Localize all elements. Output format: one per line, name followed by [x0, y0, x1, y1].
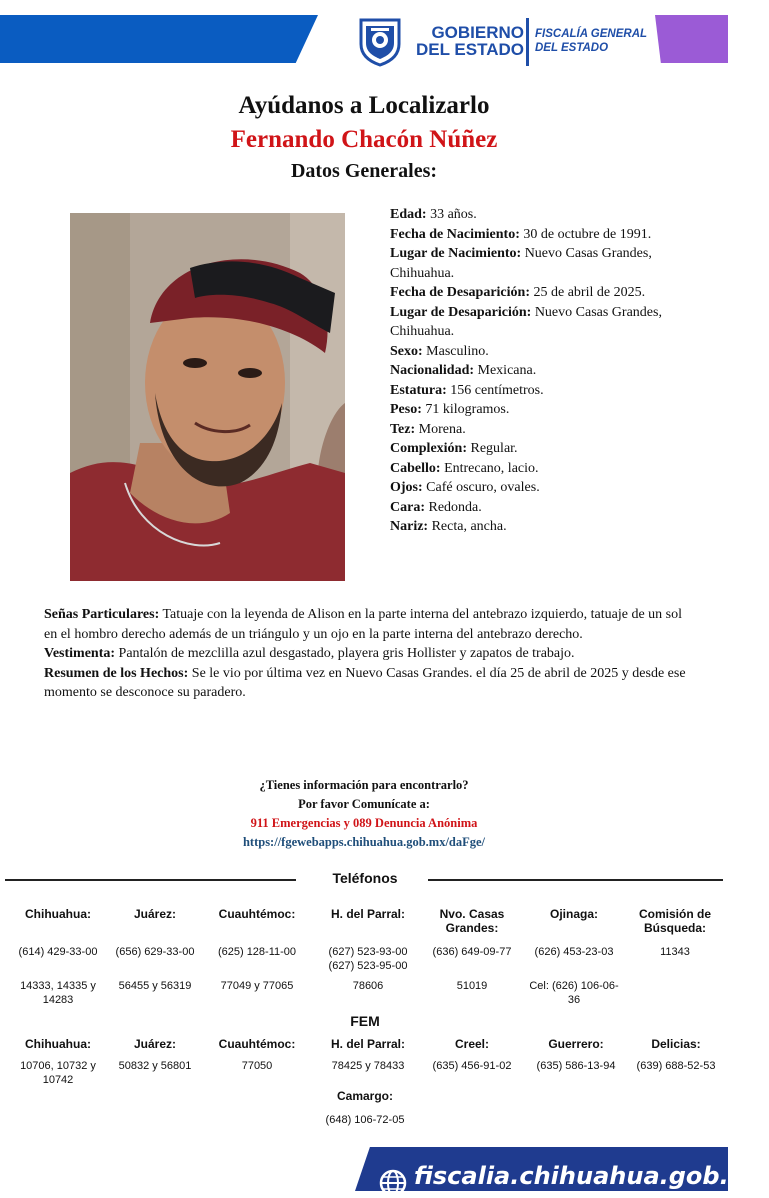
general-value: Nuevo Casas Grandes, Chihuahua.: [390, 304, 662, 339]
general-item: [390, 303, 710, 342]
fiscalia-line2: DEL ESTADO: [535, 42, 609, 54]
vestimenta: [44, 644, 694, 664]
general-item: [390, 225, 710, 245]
general-label: Tez:: [390, 421, 416, 437]
general-item: [390, 439, 710, 459]
general-label: Nariz:: [390, 519, 429, 534]
fem-value: (639) 688-52-53: [636, 1060, 716, 1072]
details-section: [44, 605, 694, 703]
fem-city: Juárez:: [133, 1037, 177, 1051]
general-label: Fecha de Desaparición:: [390, 285, 530, 300]
contact-question: ¿Tienes información para encontrarlo?: [259, 778, 469, 792]
general-value: 30 de octubre de 1991.: [523, 226, 652, 242]
general-label: Lugar de Nacimiento:: [390, 246, 522, 261]
person-name: Fernando Chacón Núñez: [230, 126, 498, 153]
general-value: Café oscuro, ovales.: [426, 480, 540, 495]
tel-phone: 11343: [660, 946, 690, 958]
general-value: Masculino.: [426, 343, 489, 359]
senas-particulares: [44, 605, 694, 644]
tel-ext: 51019: [456, 980, 488, 992]
general-label: Cabello:: [390, 460, 441, 476]
contact-section: [0, 776, 728, 852]
fem-city: Chihuahua:: [25, 1037, 91, 1051]
emergency-numbers: 911 Emergencias y 089 Denuncia Anónima: [250, 816, 478, 830]
general-label: Fecha de Nacimiento:: [390, 226, 520, 242]
state-seal-logo: [357, 16, 403, 66]
general-item: [390, 400, 710, 420]
gobierno-line2: DEL ESTADO: [416, 40, 524, 59]
fem-city: Creel:: [454, 1037, 489, 1051]
footer-website[interactable]: fiscalia.chihuahua.gob.mx: [414, 1162, 769, 1190]
fem-value: (635) 456-91-02: [432, 1060, 512, 1072]
general-item: [390, 420, 710, 440]
general-label: Edad:: [390, 207, 427, 222]
general-label: Peso:: [390, 402, 422, 417]
globe-icon: [378, 1168, 408, 1198]
gobierno-del-estado-logo: [408, 24, 524, 58]
fiscalia-line1: FISCALÍA GENERAL: [535, 28, 648, 40]
resumen-hechos: [44, 664, 694, 703]
general-item: [390, 498, 710, 518]
fem-value: (635) 586-13-94: [536, 1060, 616, 1072]
general-value: Nuevo Casas Grandes, Chihuahua.: [390, 246, 652, 281]
tel-ext: 56455 y 56319: [118, 980, 192, 992]
tel-phone: (636) 649-09-77: [432, 946, 512, 958]
tel-city: Juárez:: [133, 907, 177, 921]
general-value: 25 de abril de 2025.: [533, 285, 646, 300]
tel-phone: (656) 629-33-00: [115, 946, 195, 958]
divider-right: [428, 879, 723, 881]
general-value: Recta, ancha.: [431, 519, 507, 534]
general-label: Cara:: [390, 499, 425, 515]
fem-title: FEM: [350, 1013, 380, 1029]
tel-phone: (627) 523-93-00 (627) 523-95-00: [328, 946, 408, 972]
header-divider: [526, 18, 529, 66]
fiscalia-logo-text: [535, 27, 647, 55]
general-value: 71 kilogramos.: [425, 402, 510, 417]
tel-city: Chihuahua:: [25, 907, 91, 921]
fem-value: 50832 y 56801: [118, 1060, 192, 1072]
tel-city: Ojinaga:: [549, 907, 598, 921]
general-value: 156 centímetros.: [450, 382, 544, 398]
telefonos-title: Teléfonos: [332, 870, 398, 886]
resumen-label: Resumen de los Hechos:: [44, 665, 189, 681]
fem-value: 78425 y 78433: [331, 1060, 405, 1072]
general-item: [390, 381, 710, 401]
gobierno-line1: GOBIERNO: [431, 23, 524, 42]
fem-city: Delicias:: [651, 1037, 701, 1051]
tel-ext: 78606: [352, 980, 384, 992]
general-item: [390, 205, 710, 225]
general-item: [390, 478, 710, 498]
camargo-value: (648) 106-72-05: [325, 1114, 405, 1126]
missing-person-photo: [70, 213, 345, 581]
tel-city: Comisión de Búsqueda:: [638, 907, 711, 935]
fem-city: H. del Parral:: [330, 1037, 406, 1051]
general-label: Nacionalidad:: [390, 363, 475, 378]
vestimenta-label: Vestimenta:: [44, 646, 116, 661]
general-value: Regular.: [470, 441, 518, 456]
camargo-label: Camargo:: [336, 1089, 393, 1103]
general-item: [390, 361, 710, 381]
tel-city: Nvo. Casas Grandes:: [439, 907, 505, 935]
general-label: Complexión:: [390, 441, 467, 456]
divider-left: [5, 879, 296, 881]
header-blue-bar: [0, 15, 318, 63]
senas-label: Señas Particulares:: [44, 607, 160, 622]
general-value: Entrecano, lacio.: [444, 460, 539, 476]
tel-phone: (625) 128-11-00: [217, 946, 297, 958]
general-item: [390, 517, 710, 537]
general-label: Sexo:: [390, 343, 423, 359]
fem-city: Cuauhtémoc:: [218, 1037, 296, 1051]
report-link[interactable]: https://fgewebapps.chihuahua.gob.mx/daFge/: [242, 835, 486, 849]
vestimenta-value: Pantalón de mezclilla azul desgastado, playera gris Hollister y zapatos de trabajo.: [118, 646, 575, 661]
tel-ext: Cel: (626) 106-06-36: [529, 980, 619, 1006]
general-value: Mexicana.: [477, 363, 537, 378]
fem-value: 77050: [241, 1060, 273, 1072]
general-value: Redonda.: [428, 499, 482, 515]
general-label: Ojos:: [390, 480, 423, 495]
fem-city: Guerrero:: [548, 1037, 604, 1051]
tel-city: H. del Parral:: [330, 907, 406, 921]
header-purple-bar: [655, 15, 728, 63]
fem-value: 10706, 10732 y 10742: [20, 1060, 96, 1086]
tel-ext: 14333, 14335 y 14283: [20, 980, 96, 1006]
general-value: Morena.: [418, 421, 466, 437]
page-title: Ayúdanos a Localizarlo: [238, 92, 490, 119]
general-item: [390, 342, 710, 362]
section-subtitle: Datos Generales:: [290, 160, 438, 182]
contact-request: Por favor Comunícate a:: [298, 797, 430, 811]
general-item: [390, 244, 710, 283]
general-data-list: [390, 205, 710, 537]
resumen-value: Se le vio por última vez en Nuevo Casas Grandes. el día 25 de abril de 2025 y desde ese momento se desconoce su paradero.: [44, 665, 686, 700]
general-label: Lugar de Desaparición:: [390, 304, 532, 320]
general-label: Estatura:: [390, 382, 447, 398]
tel-ext: 77049 y 77065: [220, 980, 294, 992]
tel-city: Cuauhtémoc:: [218, 907, 296, 921]
general-item: [390, 283, 710, 303]
tel-phone: (614) 429-33-00: [18, 946, 98, 958]
senas-value: Tatuaje con la leyenda de Alison en la parte interna del antebrazo izquierdo, tatuaje de un sol en el hombro derecho además de un triángulo y un ojo en la parte interna del antebrazo derecho.: [44, 607, 683, 642]
general-value: 33 años.: [430, 207, 477, 222]
general-item: [390, 459, 710, 479]
tel-phone: (626) 453-23-03: [534, 946, 614, 958]
